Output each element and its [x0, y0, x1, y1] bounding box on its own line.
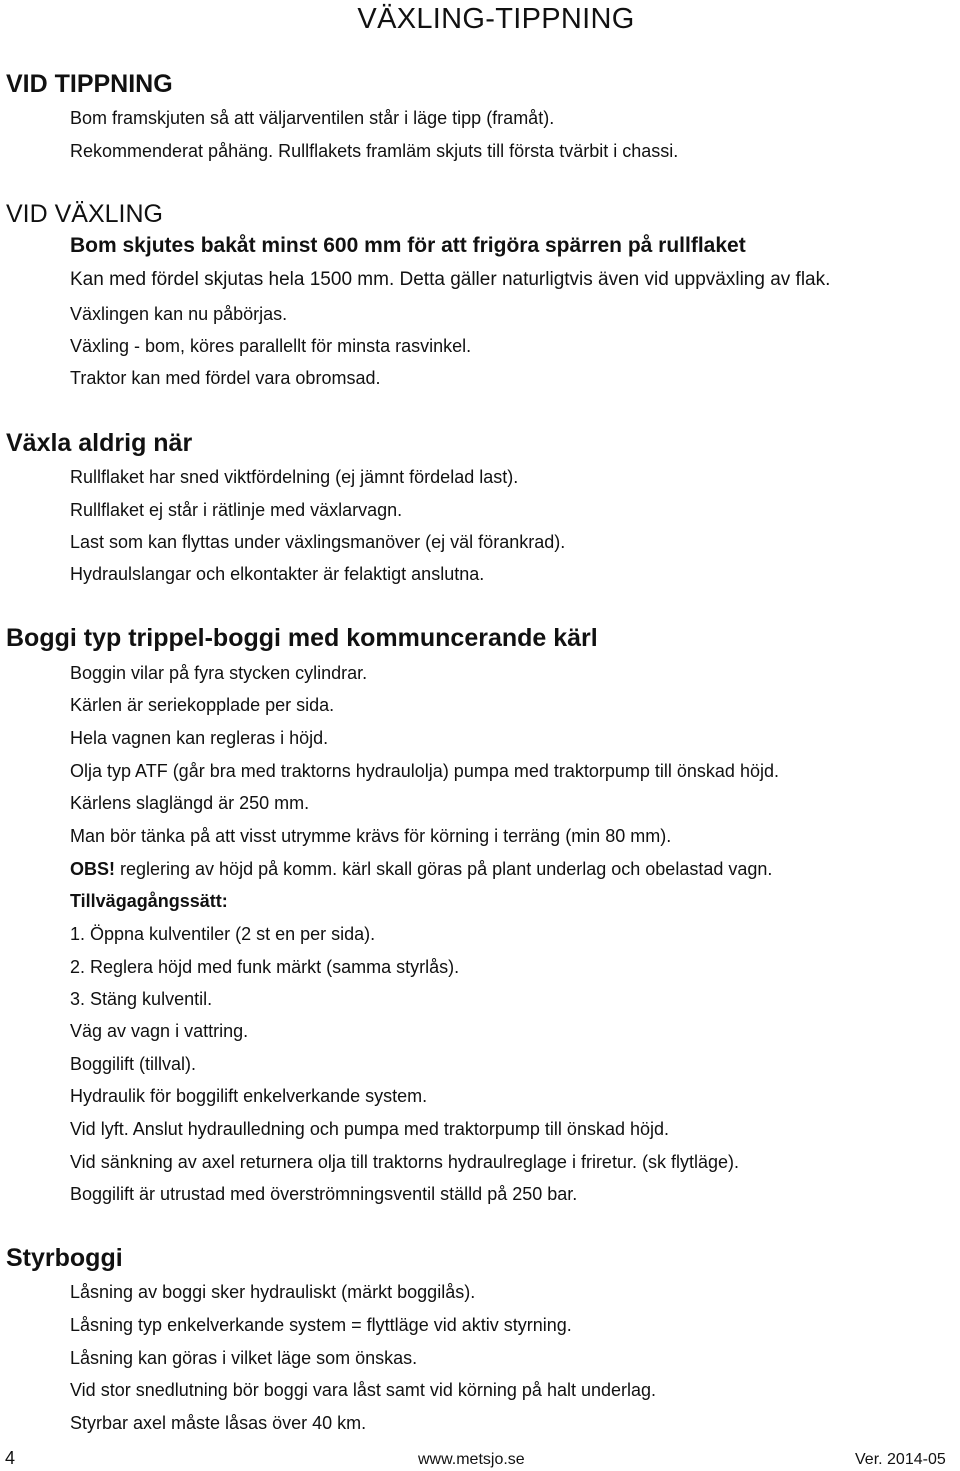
- footer-version: Ver. 2014-05: [855, 1451, 946, 1468]
- text-line: Kan med fördel skjutas hela 1500 mm. Detta gäller naturligtvis även vid uppväxling av flak.: [70, 269, 831, 290]
- text-line: Hela vagnen kan regleras i höjd.: [70, 728, 329, 748]
- text-line: Boggin vilar på fyra stycken cylindrar.: [70, 663, 368, 683]
- page-title: VÄXLING-TIPPNING: [357, 3, 635, 35]
- text-line: Låsning av boggi sker hydrauliskt (märkt boggilås).: [70, 1282, 476, 1302]
- heading-vid-vaxling: VID VÄXLING: [6, 200, 163, 228]
- heading-vid-tippning: VID TIPPNING: [6, 70, 173, 98]
- text-line: Rullflaket har sned viktfördelning (ej jämnt fördelad last).: [70, 467, 519, 487]
- text-line: Låsning typ enkelverkande system = flyttläge vid aktiv styrning.: [70, 1315, 572, 1335]
- heading-boggi: Boggi typ trippel-boggi med kommuncerande kärl: [6, 624, 598, 652]
- text-line: Rekommenderat påhäng. Rullflakets framläm skjuts till första tvärbit i chassi.: [70, 141, 679, 161]
- text-line: Vid lyft. Anslut hydraulledning och pumpa med traktorpump till önskad höjd.: [70, 1119, 670, 1139]
- procedure-label: Tillvägagångssätt:: [70, 891, 228, 911]
- heading-styrboggi: Styrboggi: [6, 1244, 123, 1272]
- heading-vaxla-aldrig: Växla aldrig när: [6, 429, 193, 457]
- text-line: Vid sänkning av axel returnera olja till traktorns hydraulreglage i friretur. (sk flytläge).: [70, 1152, 739, 1172]
- obs-label: OBS!: [70, 859, 115, 879]
- text-line: Olja typ ATF (går bra med traktorns hydraulolja) pumpa med traktorpump till önskad höjd.: [70, 761, 779, 781]
- text-line: 1. Öppna kulventiler (2 st en per sida).: [70, 924, 376, 944]
- text-line: Växling - bom, köres parallellt för minsta rasvinkel.: [70, 336, 472, 356]
- text-line: Låsning kan göras i vilket läge som önskas.: [70, 1348, 418, 1368]
- text-line: Vid stor snedlutning bör boggi vara låst samt vid körning på halt underlag.: [70, 1380, 657, 1400]
- text-line: Last som kan flyttas under växlingsmanöver (ej väl förankrad).: [70, 532, 566, 552]
- subheading-bom-skjutes: Bom skjutes bakåt minst 600 mm för att frigöra spärren på rullflaket: [70, 234, 746, 257]
- text-line: Bom framskjuten så att väljarventilen står i läge tipp (framåt).: [70, 108, 555, 128]
- text-line: 3. Stäng kulventil.: [70, 989, 213, 1009]
- text-line: 2. Reglera höjd med funk märkt (samma styrlås).: [70, 957, 460, 977]
- obs-text: reglering av höjd på komm. kärl skall göras på plant underlag och obelastad vagn.: [115, 859, 773, 879]
- text-line: Kärlens slaglängd är 250 mm.: [70, 793, 310, 813]
- text-line: Väg av vagn i vattring.: [70, 1021, 249, 1041]
- footer-url: www.metsjo.se: [418, 1451, 525, 1468]
- text-line: Rullflaket ej står i rätlinje med växlarvagn.: [70, 500, 403, 520]
- text-line: Hydraulslangar och elkontakter är felaktigt anslutna.: [70, 564, 485, 584]
- text-line: Boggilift är utrustad med överströmningsventil ställd på 250 bar.: [70, 1184, 578, 1204]
- text-line: Man bör tänka på att visst utrymme krävs för körning i terräng (min 80 mm).: [70, 826, 672, 846]
- obs-line: [70, 857, 772, 881]
- text-line: Boggilift (tillval).: [70, 1054, 197, 1074]
- text-line: Hydraulik för boggilift enkelverkande system.: [70, 1086, 428, 1106]
- page-number: 4: [5, 1448, 16, 1468]
- text-line: Styrbar axel måste låsas över 40 km.: [70, 1413, 367, 1433]
- text-line: Traktor kan med fördel vara obromsad.: [70, 368, 381, 388]
- text-line: Kärlen är seriekopplade per sida.: [70, 695, 335, 715]
- text-line: Växlingen kan nu påbörjas.: [70, 304, 288, 324]
